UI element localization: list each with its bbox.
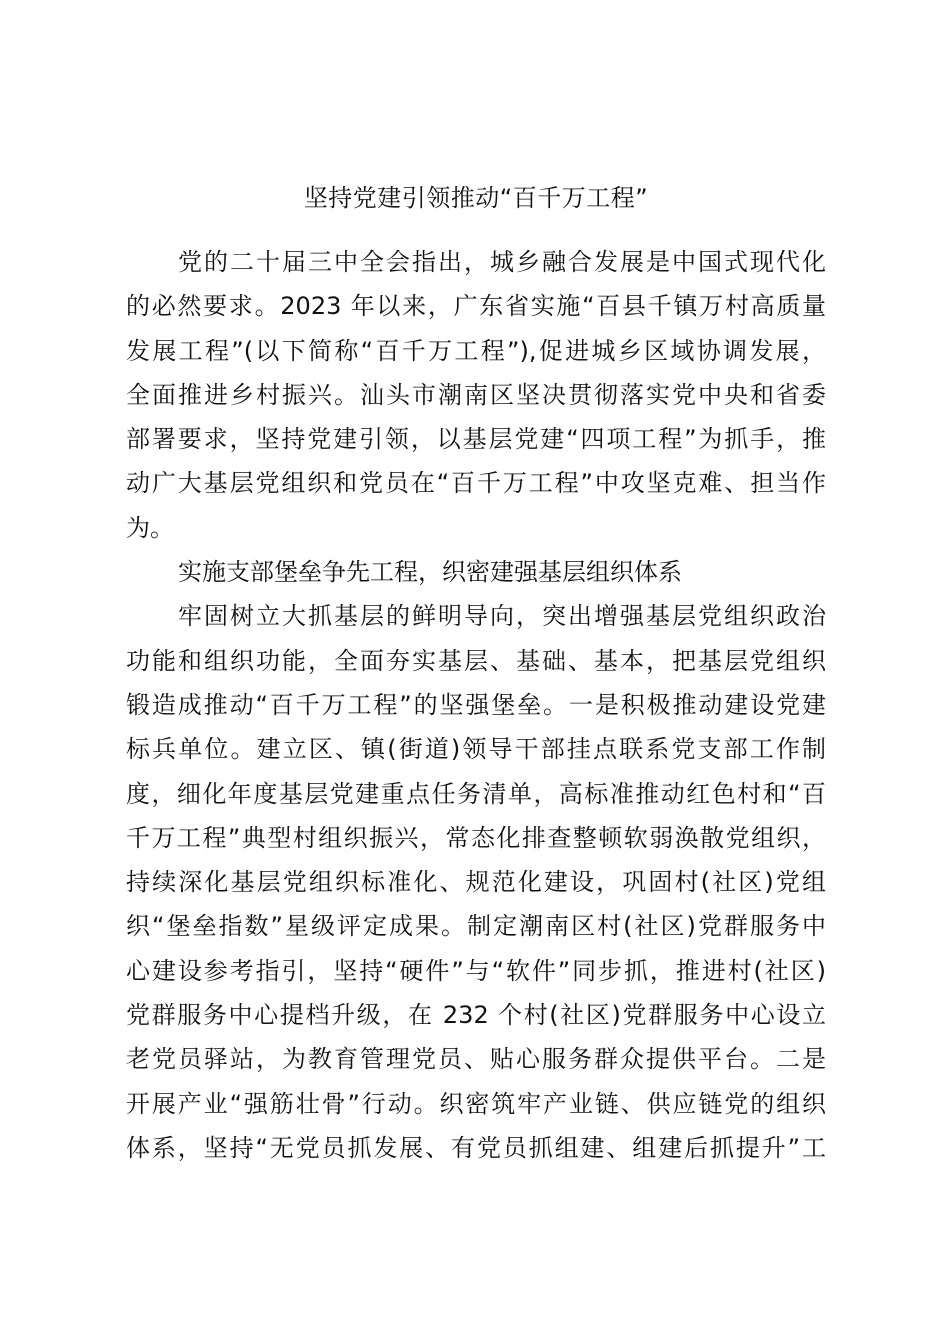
body-line: 开展产业“强筋壮骨”行动。织密筑牢产业链、供应链党的组织 xyxy=(126,1089,826,1118)
body-line: 动广大基层党组织和党员在“百千万工程”中攻坚克难、担当作 xyxy=(126,469,826,498)
body-line: 发展工程”(以下简称“百千万工程”),促进城乡区域协调发展， xyxy=(126,336,826,365)
body-line: 千万工程”典型村组织振兴，常态化排查整顿软弱涣散党组织， xyxy=(126,823,826,852)
body-line: 的必然要求。2023 年以来，广东省实施“百县千镇万村高质量 xyxy=(126,292,826,321)
body-line: 部署要求，坚持党建引领，以基层党建“四项工程”为抓手，推 xyxy=(126,425,826,454)
body-line: 牢固树立大抓基层的鲜明导向，突出增强基层党组织政治 xyxy=(178,602,826,631)
body-line: 心建设参考指引，坚持“硬件”与“软件”同步抓，推进村(社区) xyxy=(126,956,826,985)
body-line: 锻造成推动“百千万工程”的坚强堡垒。一是积极推动建设党建 xyxy=(126,690,826,719)
document-title: 坚持党建引领推动“百千万工程” xyxy=(303,184,649,212)
body-line: 老党员驿站，为教育管理党员、贴心服务群众提供平台。二是 xyxy=(126,1045,826,1074)
body-line: 持续深化基层党组织标准化、规范化建设，巩固村(社区)党组 xyxy=(126,868,826,897)
body-line: 体系，坚持“无党员抓发展、有党员抓组建、组建后抓提升”工 xyxy=(126,1133,826,1162)
body-line: 标兵单位。建立区、镇(街道)领导干部挂点联系党支部工作制 xyxy=(126,735,826,764)
body-line: 织“堡垒指数”星级评定成果。制定潮南区村(社区)党群服务中 xyxy=(126,912,826,941)
body-line: 实施支部堡垒争先工程，织密建强基层组织体系 xyxy=(178,558,682,587)
body-line: 党群服务中心提档升级，在 232 个村(社区)党群服务中心设立 xyxy=(126,1001,826,1030)
document-page xyxy=(126,0,826,1344)
body-line: 功能和组织功能，全面夯实基层、基础、基本，把基层党组织 xyxy=(126,646,826,675)
body-line: 为。 xyxy=(126,513,174,542)
body-line: 党的二十届三中全会指出，城乡融合发展是中国式现代化 xyxy=(178,248,826,276)
document-body xyxy=(126,240,826,1170)
body-line: 全面推进乡村振兴。汕头市潮南区坚决贯彻落实党中央和省委 xyxy=(126,380,826,409)
body-line: 度，细化年度基层党建重点任务清单，高标准推动红色村和“百 xyxy=(126,779,826,808)
